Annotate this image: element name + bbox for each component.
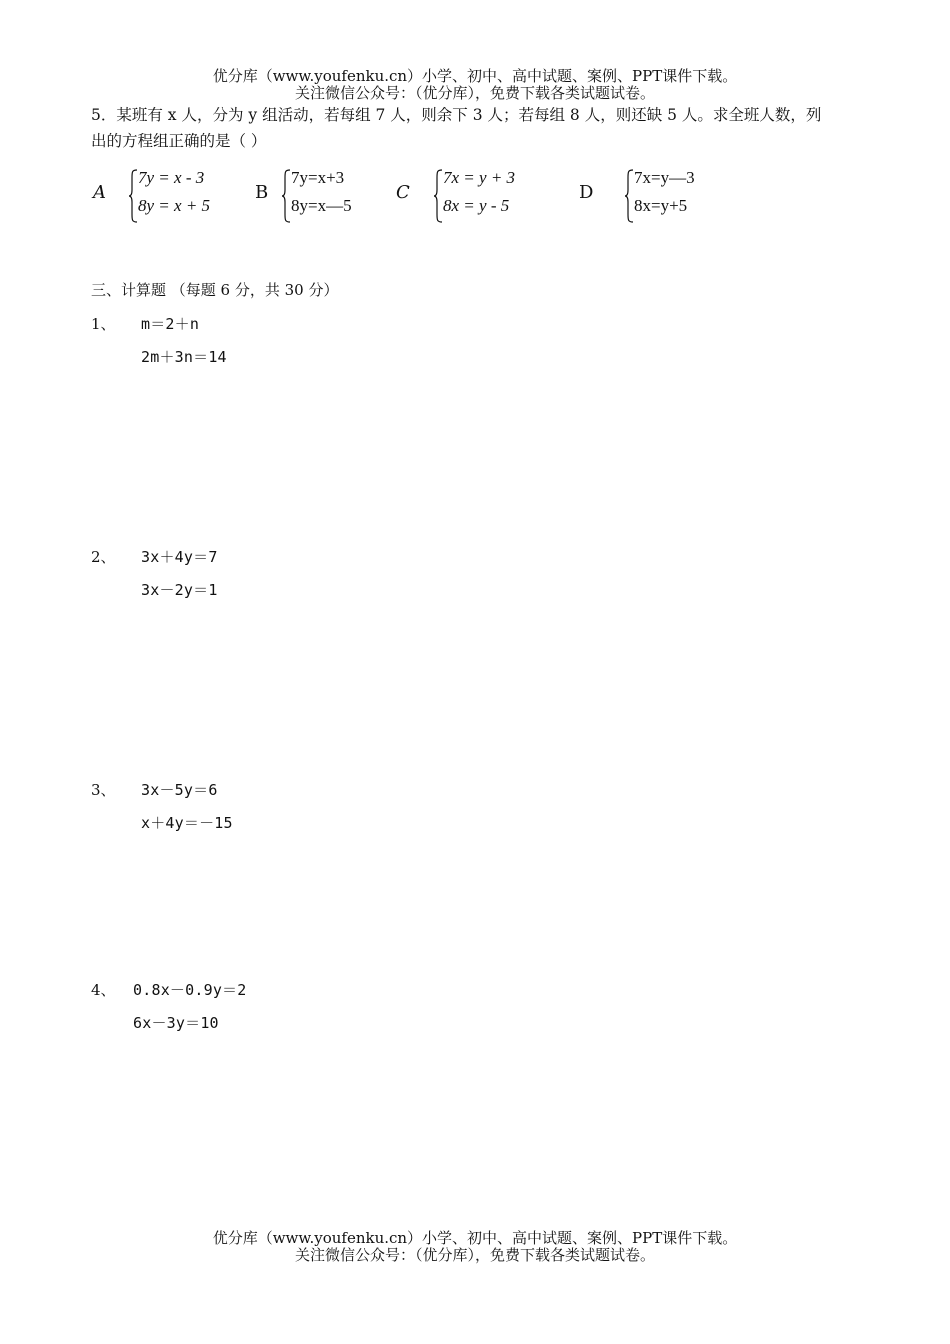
problem-2-equation-2: 3x－2y＝1 — [141, 581, 218, 599]
left-brace-icon — [624, 168, 634, 224]
option-a-label: A — [93, 182, 106, 203]
option-d-label: D — [579, 182, 594, 203]
problem-4-number: 4、 — [91, 981, 116, 999]
problem-3-equation-2: x＋4y＝－15 — [141, 814, 233, 832]
option-d-system — [624, 168, 744, 224]
option-c-label: C — [396, 182, 410, 203]
footer-line-1: 优分库（www.youfenku.cn）小学、初中、高中试题、案例、PPT课件下载。 — [212, 1229, 738, 1247]
header-line-1: 优分库（www.youfenku.cn）小学、初中、高中试题、案例、PPT课件下载。 — [212, 67, 738, 85]
problem-1-equation-2: 2m＋3n＝14 — [141, 348, 227, 366]
option-c-equation-2: 8x = y - 5 — [443, 196, 510, 215]
left-brace-icon — [281, 168, 291, 224]
page-header — [0, 68, 950, 102]
section-3-title: 三、计算题 （每题 6 分，共 30 分） — [91, 281, 339, 299]
question-5-line-2: 出的方程组正确的是（ ） — [91, 132, 267, 150]
option-c-system — [433, 168, 553, 224]
option-a-system — [128, 168, 248, 224]
option-b-equation-2: 8y=x—5 — [291, 196, 352, 215]
left-brace-icon — [433, 168, 443, 224]
problem-2-number: 2、 — [91, 548, 116, 566]
option-a-equation-1: 7y = x - 3 — [138, 168, 205, 187]
problem-2-equation-1: 3x＋4y＝7 — [141, 548, 218, 566]
problem-4-equation-2: 6x－3y＝10 — [133, 1014, 219, 1032]
option-d-equation-2: 8x=y+5 — [634, 196, 688, 215]
problem-3-equation-1: 3x－5y＝6 — [141, 781, 218, 799]
left-brace-icon — [128, 168, 138, 224]
footer-line-2: 关注微信公众号：（优分库），免费下载各类试题试卷。 — [294, 1246, 655, 1264]
option-c-equation-1: 7x = y + 3 — [443, 168, 516, 187]
problem-4-equation-1: 0.8x－0.9y＝2 — [133, 981, 247, 999]
option-a-equation-2: 8y = x + 5 — [138, 196, 211, 215]
page-footer — [0, 1230, 950, 1264]
option-b-system — [281, 168, 401, 224]
problem-3-number: 3、 — [91, 781, 116, 799]
question-5-line-1: 5．某班有 x 人，分为 y 组活动，若每组 7 人，则余下 3 人；若每组 8 人，则还缺 5 人。求全班人数，列 — [91, 106, 822, 124]
problem-1-equation-1: m＝2＋n — [141, 315, 200, 333]
option-b-equation-1: 7y=x+3 — [291, 168, 345, 187]
option-b-label: B — [255, 182, 269, 203]
header-line-2: 关注微信公众号：（优分库），免费下载各类试题试卷。 — [294, 84, 655, 102]
option-d-equation-1: 7x=y—3 — [634, 168, 695, 187]
problem-1-number: 1、 — [91, 315, 116, 333]
